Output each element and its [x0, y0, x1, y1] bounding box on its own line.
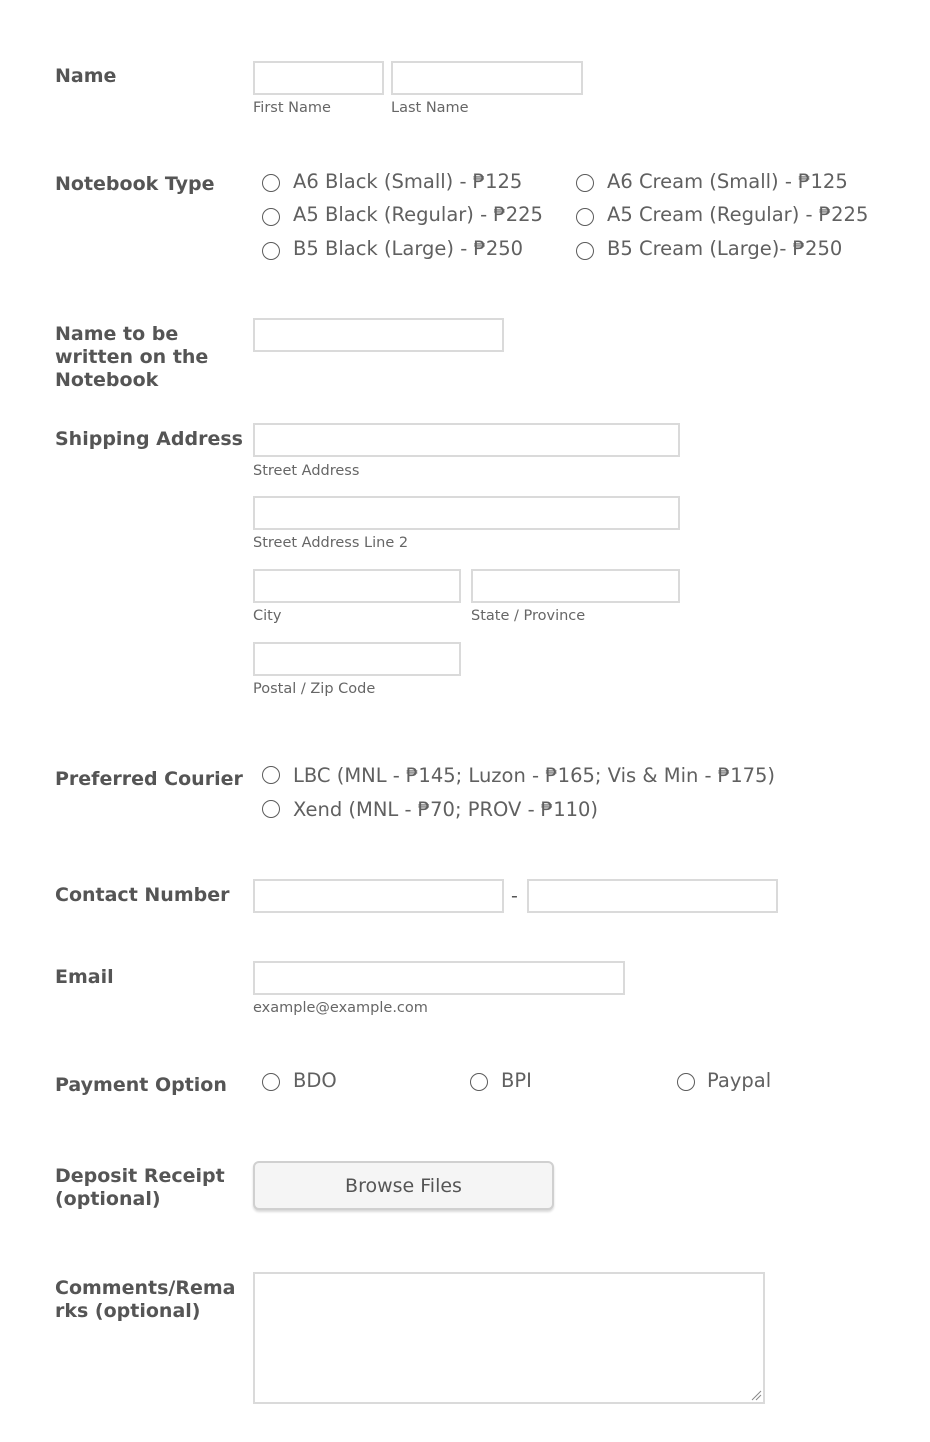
city-sublabel: City	[253, 608, 282, 624]
email-sublabel: example@example.com	[253, 1000, 428, 1016]
postal-code-sublabel: Postal / Zip Code	[253, 681, 376, 697]
payment-option-label: Payment Option	[55, 1074, 227, 1096]
radio-icon[interactable]	[262, 766, 280, 784]
email-label: Email	[55, 966, 114, 988]
radio-icon[interactable]	[576, 208, 594, 226]
name-label: Name	[55, 65, 117, 87]
name-on-notebook-label: Name to be written on the Notebook	[55, 323, 209, 391]
contact-area-code-input[interactable]	[253, 879, 504, 913]
radio-icon[interactable]	[576, 242, 594, 260]
radio-icon[interactable]	[576, 174, 594, 192]
email-input[interactable]	[253, 961, 625, 995]
deposit-receipt-label: Deposit Receipt (optional)	[55, 1165, 225, 1210]
radio-icon[interactable]	[262, 174, 280, 192]
last-name-sublabel: Last Name	[391, 100, 469, 116]
radio-icon[interactable]	[470, 1073, 488, 1091]
comments-textarea[interactable]	[253, 1272, 765, 1404]
comments-label: Comments/Remarks (optional)	[55, 1277, 236, 1322]
radio-icon[interactable]	[262, 1073, 280, 1091]
radio-icon[interactable]	[262, 800, 280, 818]
contact-phone-input[interactable]	[527, 879, 778, 913]
preferred-courier-label: Preferred Courier	[55, 768, 243, 790]
street-address-sublabel: Street Address	[253, 463, 360, 479]
radio-icon[interactable]	[262, 208, 280, 226]
radio-icon[interactable]	[677, 1073, 695, 1091]
street-address-input[interactable]	[253, 423, 680, 457]
shipping-address-label: Shipping Address	[55, 428, 243, 450]
notebook-type-label: Notebook Type	[55, 173, 215, 195]
postal-code-input[interactable]	[253, 642, 461, 676]
state-province-sublabel: State / Province	[471, 608, 586, 624]
name-on-notebook-input[interactable]	[253, 318, 504, 352]
contact-number-label: Contact Number	[55, 884, 230, 906]
state-province-input[interactable]	[471, 569, 680, 603]
first-name-sublabel: First Name	[253, 100, 331, 116]
street-address-line2-input[interactable]	[253, 496, 680, 530]
first-name-input[interactable]	[253, 61, 384, 95]
city-input[interactable]	[253, 569, 461, 603]
browse-files-button[interactable]: Browse Files	[253, 1161, 554, 1210]
street-address-line2-sublabel: Street Address Line 2	[253, 535, 409, 551]
contact-separator: -	[511, 885, 518, 907]
last-name-input[interactable]	[391, 61, 583, 95]
radio-icon[interactable]	[262, 242, 280, 260]
resize-grip-icon[interactable]	[751, 1390, 762, 1401]
